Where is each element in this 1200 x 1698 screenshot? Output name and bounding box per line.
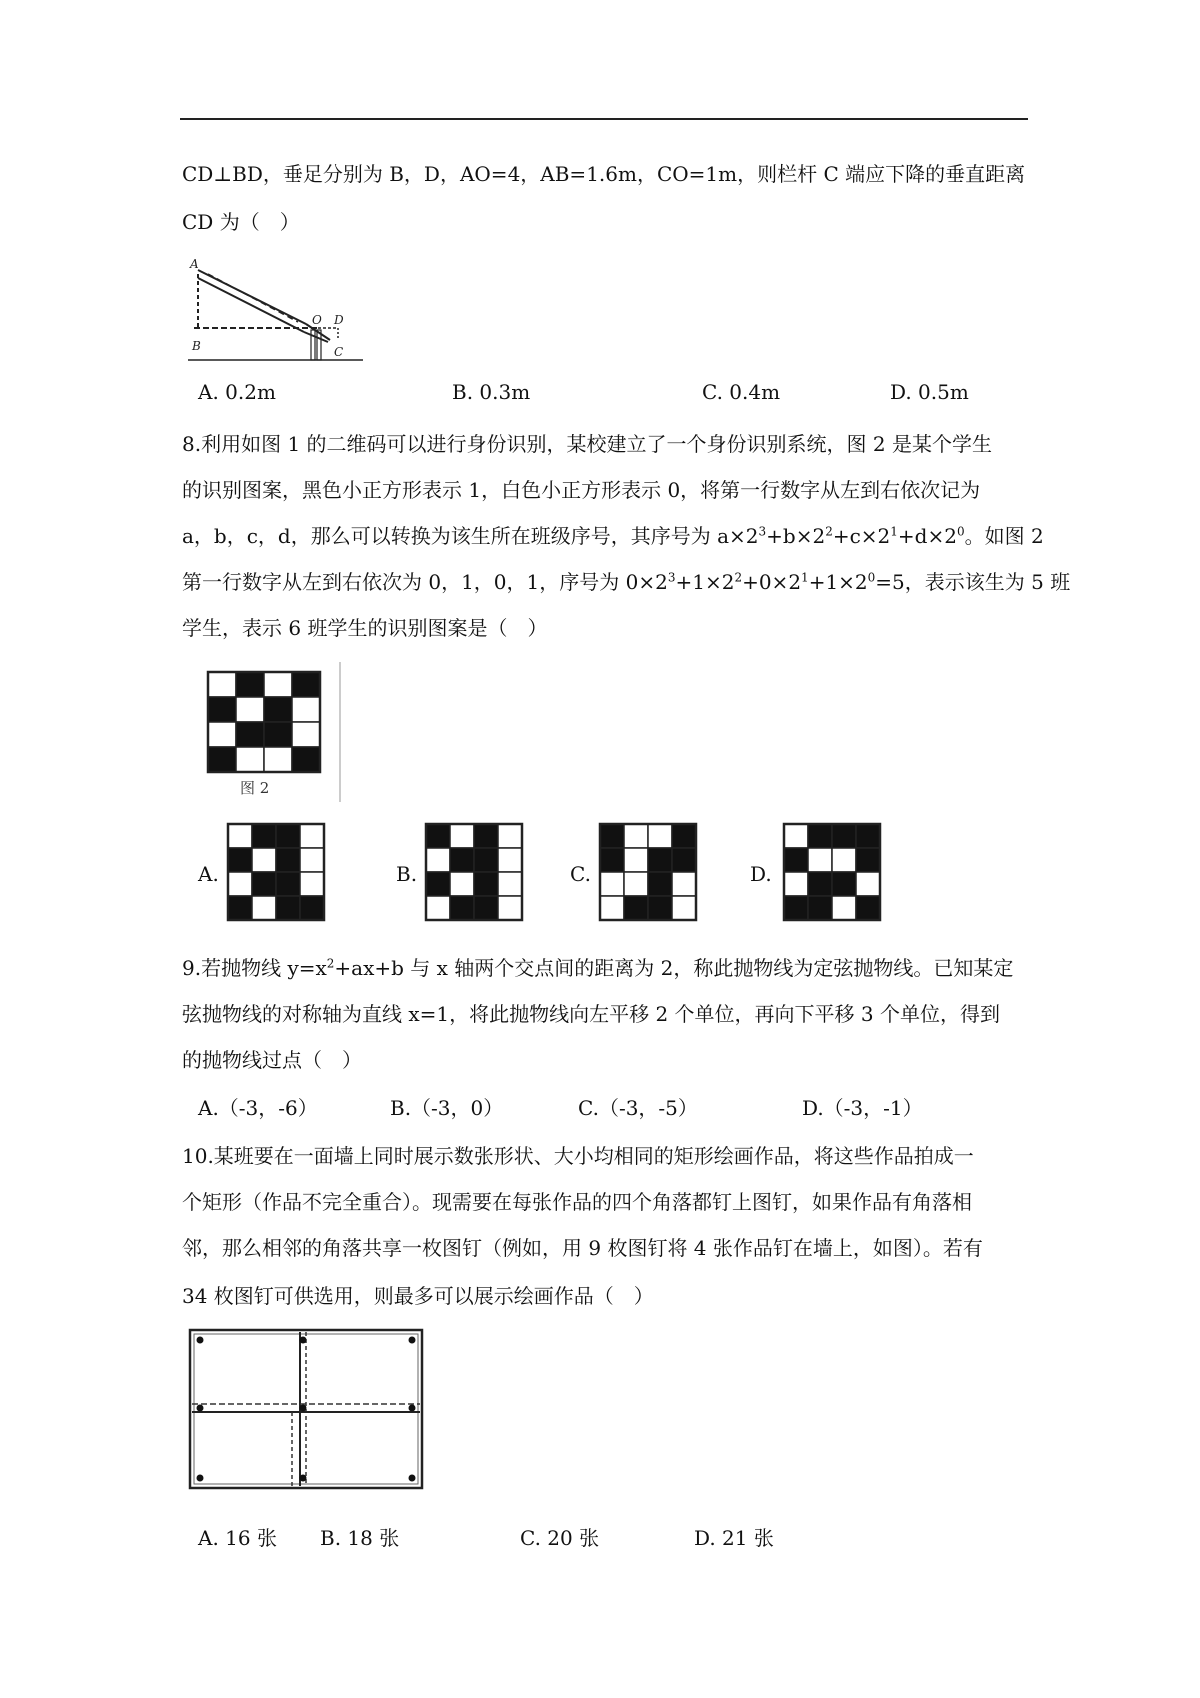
q9-line3: 的抛物线过点（ ） xyxy=(182,1048,362,1072)
fig2-cell-3-1 xyxy=(236,747,264,772)
option-0-cell-1-1 xyxy=(252,848,276,872)
q10-line4: 34 枚图钉可供选用，则最多可以展示绘画作品（ ） xyxy=(182,1284,654,1308)
q10-option-c: C. 20 张 xyxy=(520,1526,600,1550)
q10-line3: 邻，那么相邻的角落共享一枚图钉（例如，用 9 枚图钉将 4 张作品钉在墙上，如图）。若有 xyxy=(182,1236,983,1260)
option-0-cell-2-0 xyxy=(228,872,252,896)
option-3-cell-0-2 xyxy=(832,824,856,848)
option-1-cell-0-3 xyxy=(498,824,522,848)
option-2-cell-3-1 xyxy=(624,896,648,920)
fig2-cell-0-0 xyxy=(208,672,236,697)
q8-line2: 的识别图案，黑色小正方形表示 1，白色小正方形表示 0，将第一行数字从左到右依次记为 xyxy=(182,478,981,502)
option-1-cell-2-0 xyxy=(426,872,450,896)
q10-line1: 10.某班要在一面墙上同时展示数张形状、大小均相同的矩形绘画作品，将这些作品拍成一 xyxy=(182,1144,974,1168)
label-A: A xyxy=(190,257,199,271)
q10-line2: 个矩形（作品不完全重合）。现需要在每张作品的四个角落都钉上图钉，如果作品有角落相 xyxy=(182,1190,972,1214)
option-0-cell-3-2 xyxy=(276,896,300,920)
q8-line4: 第一行数字从左到右依次为 0，1，0，1，序号为 $0\times 2^3+1\times 2^2+0\times 2^1+1\times 2^0=5$，表示该生为 5 班 xyxy=(182,570,1071,594)
option-2-cell-0-2 xyxy=(648,824,672,848)
option-3-cell-2-3 xyxy=(856,872,880,896)
q9-line2: 弦抛物线的对称轴为直线 x=1，将此抛物线向左平移 2 个单位，再向下平移 3 个单位，得到 xyxy=(182,1002,1000,1026)
option-2-cell-1-0 xyxy=(600,848,624,872)
option-3-cell-2-1 xyxy=(808,872,832,896)
fig2-cell-2-1 xyxy=(236,722,264,747)
q8-option-c-grid xyxy=(598,822,698,922)
option-0-cell-0-1 xyxy=(252,824,276,848)
option-2-cell-1-2 xyxy=(648,848,672,872)
q8-option-d-label: D. xyxy=(750,862,772,886)
option-1-cell-3-2 xyxy=(474,896,498,920)
option-0-cell-0-3 xyxy=(300,824,324,848)
fig2-cell-0-1 xyxy=(236,672,264,697)
option-2-cell-0-3 xyxy=(672,824,696,848)
option-0-cell-1-2 xyxy=(276,848,300,872)
q8-option-d-grid xyxy=(782,822,882,922)
option-2-cell-2-1 xyxy=(624,872,648,896)
option-1-cell-0-1 xyxy=(450,824,474,848)
fig2-cell-1-1 xyxy=(236,697,264,722)
option-3-cell-1-3 xyxy=(856,848,880,872)
q10-option-a: A. 16 张 xyxy=(198,1526,277,1550)
figure-divider xyxy=(339,662,341,802)
q8-option-b-grid xyxy=(424,822,524,922)
fig2-cell-2-0 xyxy=(208,722,236,747)
q7-option-c: C. 0.4m xyxy=(702,380,781,404)
q8-line1: 8.利用如图 1 的二维码可以进行身份识别，某校建立了一个身份识别系统，图 2 是某个学生 xyxy=(182,432,992,456)
q7-lever-figure xyxy=(188,252,368,362)
option-3-cell-1-0 xyxy=(784,848,808,872)
fig2-cell-1-3 xyxy=(292,697,320,722)
option-0-cell-2-1 xyxy=(252,872,276,896)
q8-line3: a，b，c，d，那么可以转换为该生所在班级序号，其序号为 $a\times 2^3+b\times 2^2+c\times 2^1+d\times 2^0$。如图 2 xyxy=(182,524,1044,548)
option-2-cell-2-2 xyxy=(648,872,672,896)
option-1-cell-0-0 xyxy=(426,824,450,848)
q10-option-b: B. 18 张 xyxy=(320,1526,400,1550)
q8-option-b-label: B. xyxy=(396,862,418,886)
option-2-cell-0-0 xyxy=(600,824,624,848)
q8-option-a-label: A. xyxy=(198,862,219,886)
option-0-cell-1-3 xyxy=(300,848,324,872)
option-1-cell-2-3 xyxy=(498,872,522,896)
option-3-cell-3-1 xyxy=(808,896,832,920)
option-0-cell-1-0 xyxy=(228,848,252,872)
option-3-cell-1-1 xyxy=(808,848,832,872)
option-0-cell-3-0 xyxy=(228,896,252,920)
fig2-cell-1-0 xyxy=(208,697,236,722)
option-3-cell-3-3 xyxy=(856,896,880,920)
option-2-cell-2-3 xyxy=(672,872,696,896)
fig2-cell-3-0 xyxy=(208,747,236,772)
q9-option-d: D.（-3，-1） xyxy=(802,1096,923,1120)
option-0-cell-3-1 xyxy=(252,896,276,920)
option-3-cell-2-2 xyxy=(832,872,856,896)
header-rule xyxy=(180,118,1028,120)
q8-option-a-grid xyxy=(226,822,326,922)
option-1-cell-3-1 xyxy=(450,896,474,920)
option-1-cell-0-2 xyxy=(474,824,498,848)
q7-option-a: A. 0.2m xyxy=(198,380,276,404)
fig2-cell-3-2 xyxy=(264,747,292,772)
option-3-cell-0-0 xyxy=(784,824,808,848)
option-1-cell-1-1 xyxy=(450,848,474,872)
fig2-cell-0-3 xyxy=(292,672,320,697)
option-2-cell-2-0 xyxy=(600,872,624,896)
option-2-cell-0-1 xyxy=(624,824,648,848)
q7-line2: CD 为（ ） xyxy=(182,210,300,234)
q8-option-c-label: C. xyxy=(570,862,591,886)
option-1-cell-1-3 xyxy=(498,848,522,872)
option-0-cell-3-3 xyxy=(300,896,324,920)
q9-option-c: C.（-3，-5） xyxy=(578,1096,698,1120)
option-3-cell-1-2 xyxy=(832,848,856,872)
option-1-cell-3-0 xyxy=(426,896,450,920)
q7-option-d: D. 0.5m xyxy=(890,380,969,404)
option-1-cell-3-3 xyxy=(498,896,522,920)
option-2-cell-3-3 xyxy=(672,896,696,920)
option-3-cell-3-0 xyxy=(784,896,808,920)
q9-option-a: A.（-3，-6） xyxy=(198,1096,318,1120)
option-3-cell-3-2 xyxy=(832,896,856,920)
option-2-cell-3-0 xyxy=(600,896,624,920)
fig2-cell-3-3 xyxy=(292,747,320,772)
label-B: B xyxy=(192,339,201,353)
label-C: C xyxy=(334,345,344,359)
label-O: O xyxy=(312,313,322,327)
option-2-cell-1-3 xyxy=(672,848,696,872)
fig2-cell-0-2 xyxy=(264,672,292,697)
q10-thumbtack-figure xyxy=(188,1328,428,1492)
option-0-cell-0-0 xyxy=(228,824,252,848)
fig2-cell-2-3 xyxy=(292,722,320,747)
q7-option-b: B. 0.3m xyxy=(452,380,531,404)
option-3-cell-2-0 xyxy=(784,872,808,896)
fig2-cell-2-2 xyxy=(264,722,292,747)
q8-figure2-grid xyxy=(206,670,322,774)
q9-option-b: B.（-3，0） xyxy=(390,1096,504,1120)
option-2-cell-3-2 xyxy=(648,896,672,920)
option-1-cell-2-1 xyxy=(450,872,474,896)
q9-line1: 9.若抛物线 $y=x^2+ax+b$ 与 x 轴两个交点间的距离为 2，称此抛物线为定弦抛物线。已知某定 xyxy=(182,956,1014,980)
option-3-cell-0-1 xyxy=(808,824,832,848)
option-0-cell-2-3 xyxy=(300,872,324,896)
option-3-cell-0-3 xyxy=(856,824,880,848)
q10-option-d: D. 21 张 xyxy=(694,1526,774,1550)
option-0-cell-0-2 xyxy=(276,824,300,848)
q7-line1: CD⊥BD，垂足分别为 B，D，AO=4，AB=1.6m，CO=1m，则栏杆 C 端应下降的垂直距离 xyxy=(182,162,1026,186)
option-1-cell-2-2 xyxy=(474,872,498,896)
option-0-cell-2-2 xyxy=(276,872,300,896)
q8-figure2-caption: 图 2 xyxy=(240,779,270,797)
label-D: D xyxy=(334,313,344,327)
option-1-cell-1-2 xyxy=(474,848,498,872)
option-2-cell-1-1 xyxy=(624,848,648,872)
fig2-cell-1-2 xyxy=(264,697,292,722)
q8-line5: 学生，表示 6 班学生的识别图案是（ ） xyxy=(182,616,548,640)
option-1-cell-1-0 xyxy=(426,848,450,872)
